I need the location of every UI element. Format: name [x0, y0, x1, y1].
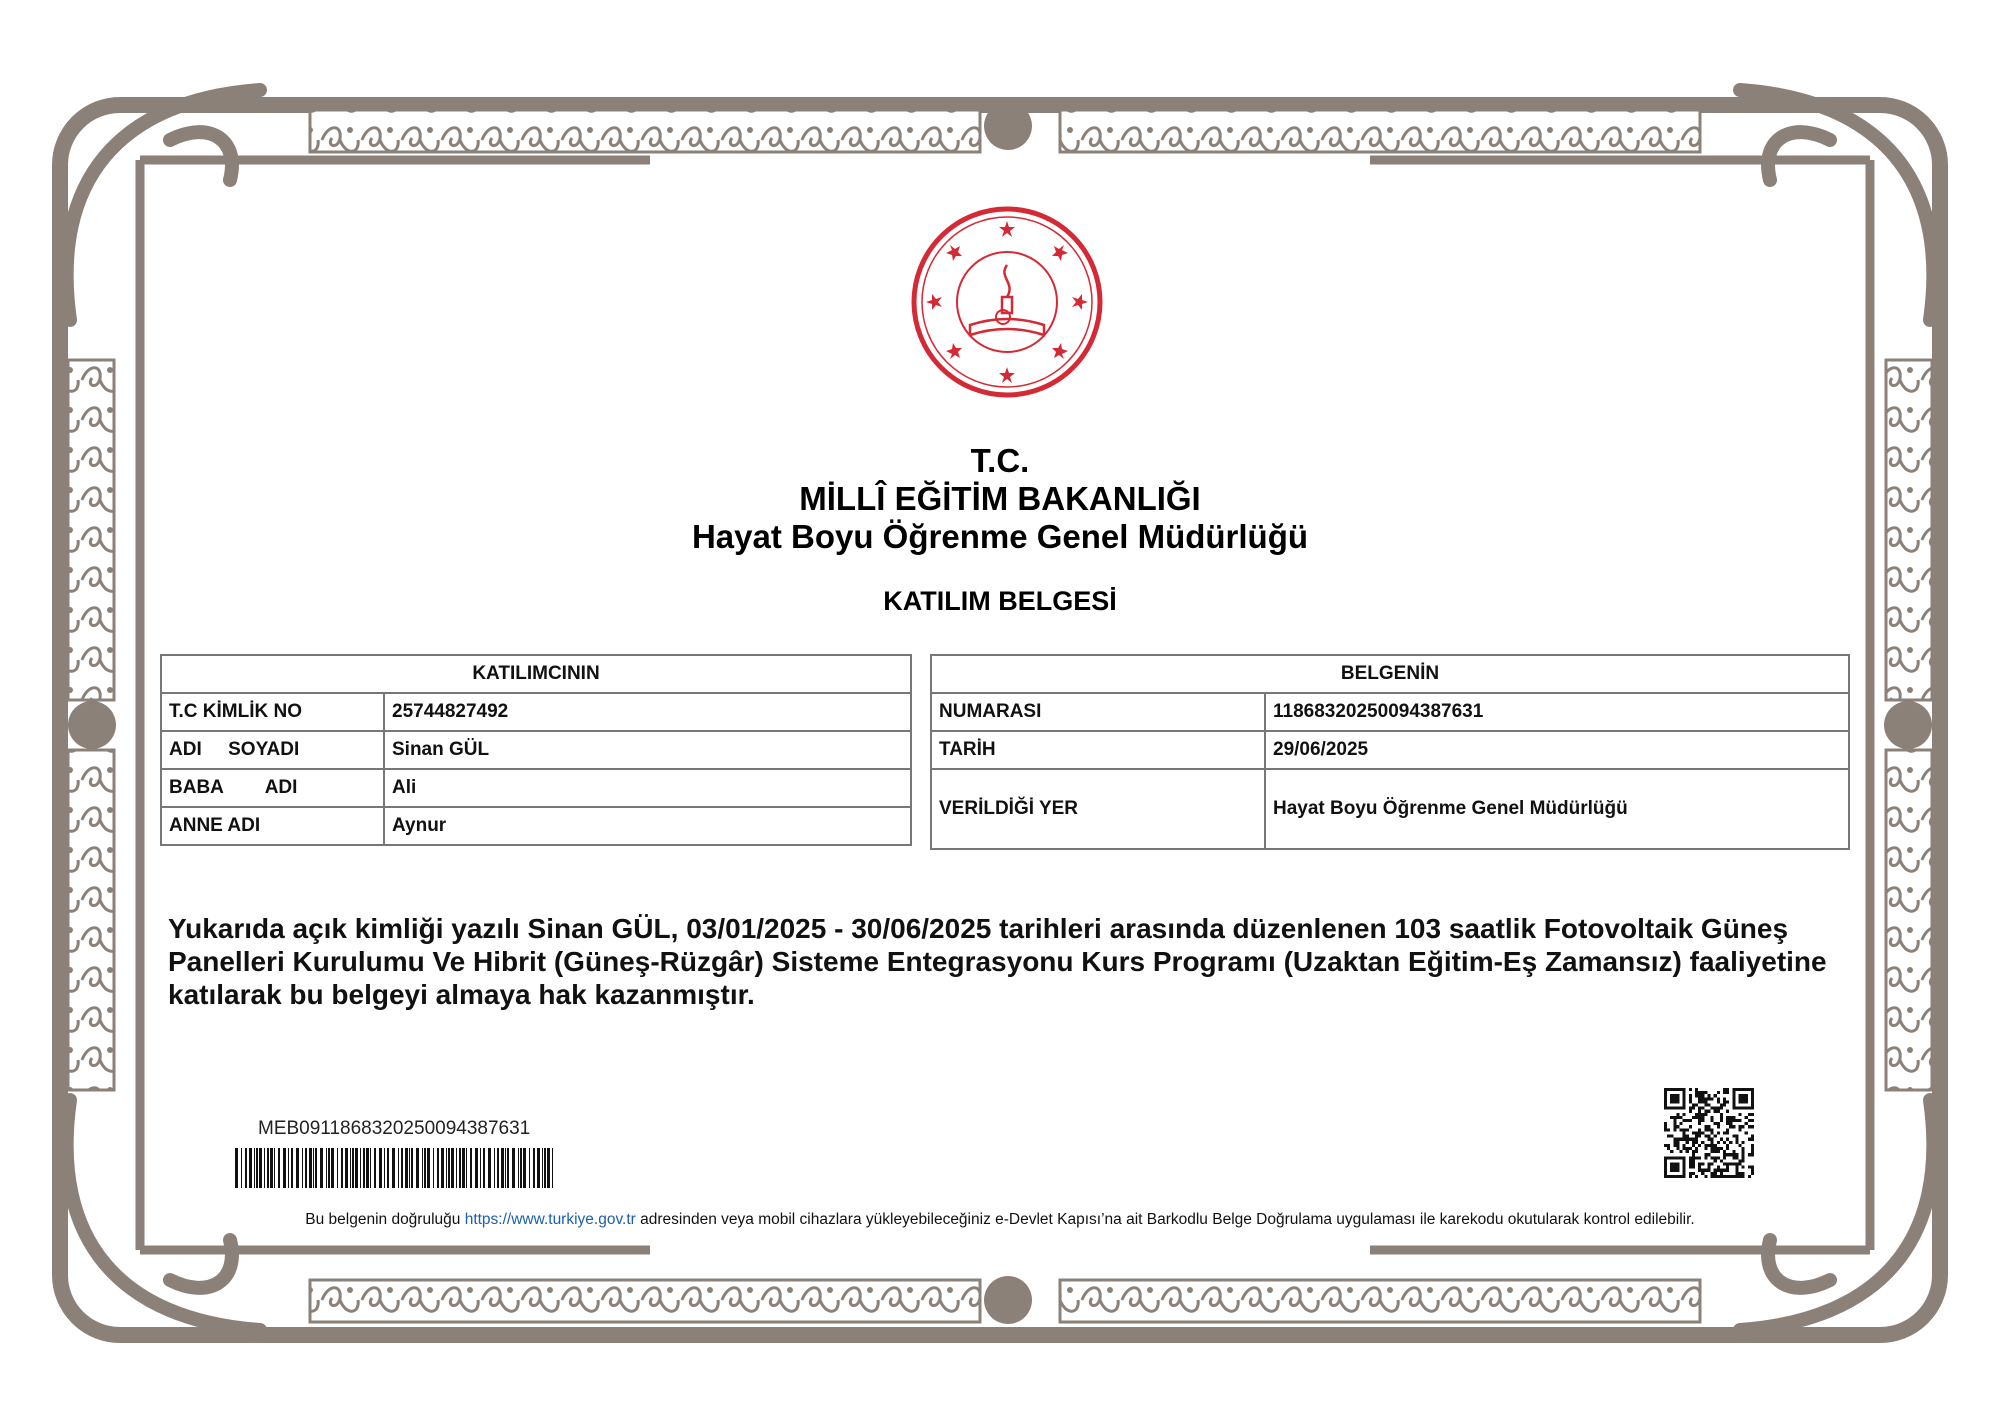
- verify-suffix: adresinden veya mobil cihazlara yükleyebileceğiniz e-Devlet Kapısı’na ait Barkodlu Belge Doğrulama uygulaması ile karekodu okutularak kontrol edilebilir.: [635, 1211, 1695, 1228]
- turkiye-gov-link[interactable]: https://www.turkiye.gov.tr: [464, 1211, 636, 1228]
- name-label: ADI SOYADI: [161, 731, 384, 769]
- ministry-heading: MİLLÎ EĞİTİM BAKANLIĞI: [799, 480, 1201, 517]
- barcode-image: [235, 1148, 557, 1188]
- father-name-value: Ali: [384, 769, 911, 807]
- certificate-statement: Yukarıda açık kimliği yazılı Sinan GÜL, 03/01/2025 - 30/06/2025 tarihleri arasında düzenlenen 103 saatlik Fotovoltaik Güneş Panelleri Kurulumu Ve Hibrit (Güneş-Rüzgâr) Sisteme Entegrasyonu Kurs Programı (Uzaktan Eğitim-Eş Zamansız) faaliyetine katılarak bu belgeyi almaya hak kazanmıştır.: [168, 913, 1827, 1010]
- certificate-number-label: NUMARASI: [931, 693, 1265, 731]
- issued-place-label: VERİLDİĞİ YER: [931, 769, 1265, 849]
- date-value: 29/06/2025: [1265, 731, 1849, 769]
- country-heading: T.C.: [970, 442, 1030, 479]
- directorate-heading: Hayat Boyu Öğrenme Genel Müdürlüğü: [691, 518, 1309, 555]
- barcode-number: MEB0911868320250094387631: [258, 1118, 531, 1139]
- table-row: [161, 769, 911, 807]
- qr-code: [1664, 1088, 1754, 1178]
- ministry-seal: [910, 205, 1104, 399]
- father-name-label: BABA ADI: [161, 769, 384, 807]
- id-number-label: T.C KİMLİK NO: [161, 693, 384, 731]
- table-row: [931, 693, 1849, 731]
- date-label: TARİH: [931, 731, 1265, 769]
- table-row: [161, 655, 911, 693]
- id-number-value: 25744827492: [384, 693, 911, 731]
- table-row: [931, 731, 1849, 769]
- participant-table: [160, 654, 912, 846]
- mother-name-label: ANNE ADI: [161, 807, 384, 845]
- table-row: [161, 731, 911, 769]
- verification-note: [0, 1211, 2000, 1229]
- certificate-table: [930, 654, 1850, 850]
- name-value: Sinan GÜL: [384, 731, 911, 769]
- mother-name-value: Aynur: [384, 807, 911, 845]
- table-row: [931, 769, 1849, 849]
- participant-heading: KATILIMCININ: [161, 655, 911, 693]
- table-row: [931, 655, 1849, 693]
- document-title: KATILIM BELGESİ: [883, 586, 1117, 616]
- table-row: [161, 807, 911, 845]
- verify-prefix: Bu belgenin doğruluğu: [305, 1211, 465, 1228]
- table-row: [161, 693, 911, 731]
- certificate-heading: BELGENİN: [931, 655, 1849, 693]
- issued-place-value: Hayat Boyu Öğrenme Genel Müdürlüğü: [1265, 769, 1849, 849]
- certificate-number-value: 11868320250094387631: [1265, 693, 1849, 731]
